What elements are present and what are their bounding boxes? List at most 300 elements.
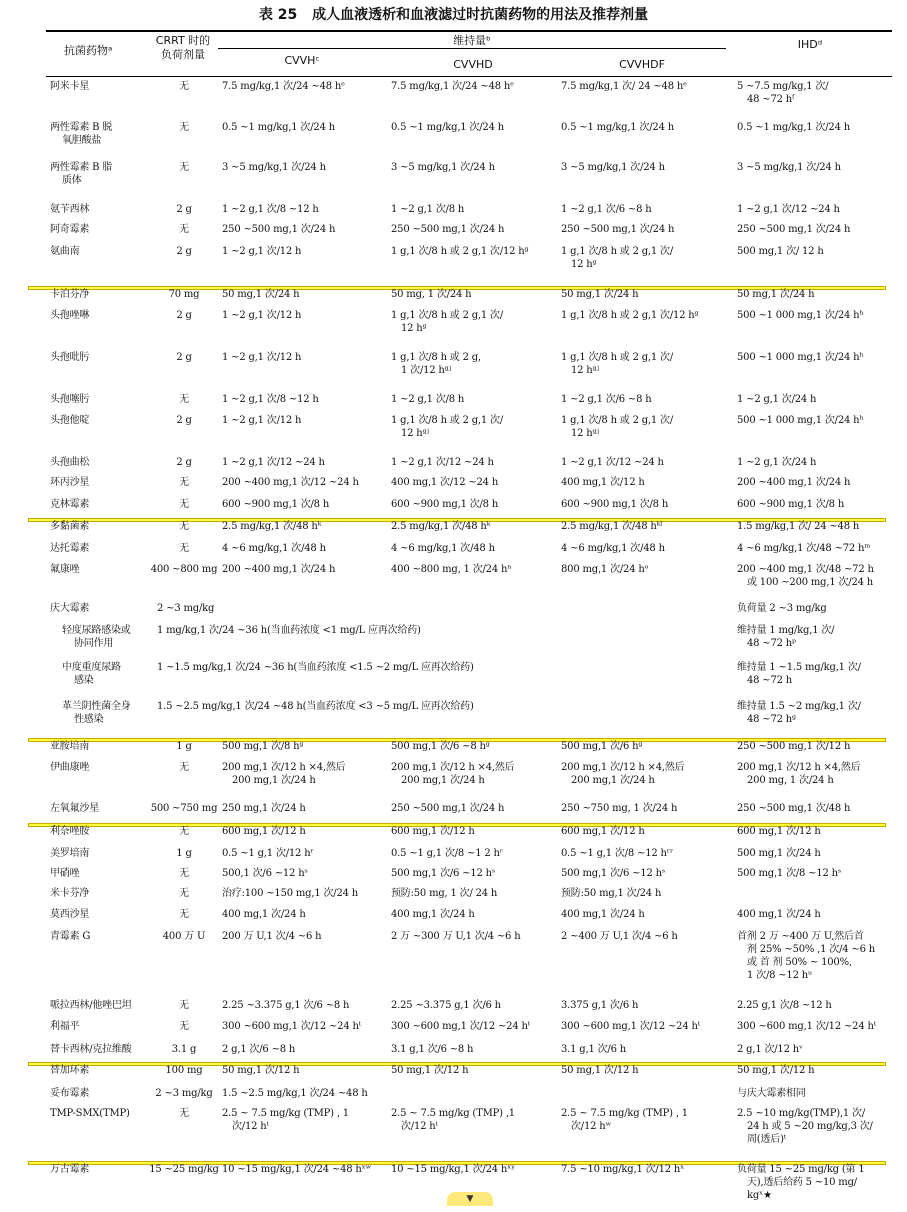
cvvhd-dose-cell-line: 500 mg,1 次/6 ~12 hˢ (391, 868, 496, 879)
cvvhdf-dose-cell (561, 761, 684, 787)
cvvhd-dose-cell-line: 200 mg,1 次/24 h (401, 775, 485, 786)
cvvhd-dose-cell (391, 245, 528, 258)
loading-dose-cell: 1 g (176, 848, 192, 859)
cvvhdf-dose-cell-line: 12 hᵍ (571, 259, 597, 270)
cvvhd-dose-cell-line: 1 g,1 次/8 h 或 2 g,1 次/12 hᵍ (391, 246, 529, 257)
drug-name-cell (50, 203, 89, 216)
cvvhdf-dose-cell-line: 50 mg,1 次/24 h (561, 289, 639, 300)
loading-dose-cell: 无 (179, 543, 189, 554)
maintenance-span-cell-line: 1.5 ~2.5 mg/kg,1 次/24 ~48 h(当血药浓度 <3 ~5 mg/L 应再次给药) (157, 701, 474, 712)
ihd-dose-cell (737, 223, 850, 236)
drug-name-cell-line: 伊曲康唑 (50, 762, 90, 773)
cvvhdf-dose-cell (561, 288, 638, 301)
loading-dose-cell: 1 g (176, 741, 192, 752)
drug-name-cell-line: 阿米卡星 (50, 81, 90, 92)
ihd-dose-cell-line: 0.5 ~1 mg/kg,1 次/24 h (737, 122, 850, 133)
cvvh-dose-cell-line: 4 ~6 mg/kg,1 次/48 h (222, 543, 326, 554)
cvvhd-dose-cell (391, 1020, 530, 1033)
cvvhd-dose-cell-line: 1 次/12 hᵍʲ (401, 365, 451, 376)
cvvhd-dose-cell-line: 1 g,1 次/8 h 或 2 g,1 次/ (391, 415, 504, 426)
header-crrt-load-line1: CRRT 时的 (155, 34, 211, 47)
ihd-dose-cell (737, 847, 821, 860)
drug-name-cell (50, 1087, 89, 1100)
cvvh-dose-cell (222, 121, 335, 134)
cvvh-dose-cell-line: 600 ~900 mg,1 次/8 h (222, 499, 330, 510)
ihd-dose-cell-line: 500 ~1 000 mg,1 次/24 hʰ (737, 352, 864, 363)
maintenance-span-cell-line: 1 ~1.5 mg/kg,1 次/24 ~36 h(当血药浓度 <1.5 ~2 mg/L 应再次给药) (157, 662, 474, 673)
ihd-dose-cell-line: 1.5 mg/kg,1 次/ 24 ~48 h (737, 521, 860, 532)
drug-name-cell-line: 轻度尿路感染或 (62, 625, 131, 636)
loading-dose-cell: 500 ~750 mg (150, 803, 218, 814)
cvvhd-dose-cell (391, 802, 504, 815)
drug-name-cell (50, 887, 89, 900)
ihd-dose-cell-line: 48 ~72 hᵖ (747, 638, 796, 649)
ihd-dose-cell-line: 500 ~1 000 mg,1 次/24 hʰ (737, 415, 864, 426)
loading-dose-cell: 无 (179, 868, 189, 879)
cvvh-dose-cell (222, 825, 306, 838)
loading-dose-cell: 无 (179, 162, 189, 173)
ihd-dose-cell-line: 负荷量 15 ~25 mg/kg (第 1 (737, 1164, 865, 1175)
drug-name-cell (50, 1107, 130, 1120)
ihd-dose-cell-line: 48 ~72 hᶠ (747, 94, 795, 105)
ihd-dose-cell-line: 50 mg,1 次/24 h (737, 289, 815, 300)
drug-name-cell-line: 环丙沙星 (50, 477, 90, 488)
cvvh-dose-cell-line: 2.5 mg/kg,1 次/48 hᵏ (222, 521, 322, 532)
loading-dose-cell: 无 (179, 1021, 189, 1032)
maintenance-span-cell-line: 1 mg/kg,1 次/24 ~36 h(当血药浓度 <1 mg/L 应再次给药) (157, 625, 421, 636)
drug-name-cell (50, 1043, 132, 1056)
ihd-dose-cell-line: 500 mg,1 次/24 h (737, 848, 821, 859)
drug-name-cell-line: 中度重度尿路 (62, 662, 121, 673)
scroll-down-tab[interactable] (447, 1192, 493, 1206)
ihd-dose-cell-line: 1 ~2 g,1 次/12 ~24 h (737, 204, 840, 215)
cvvhd-dose-cell-line: 50 mg, 1 次/24 h (391, 289, 472, 300)
cvvh-dose-cell-line: 2.25 ~3.375 g,1 次/6 ~8 h (222, 1000, 350, 1011)
cvvhd-dose-cell (391, 1064, 468, 1077)
cvvhdf-dose-cell-line: 1 g,1 次/8 h 或 2 g,1 次/12 hᵍ (561, 310, 699, 321)
cvvhd-dose-cell-line: 1 ~2 g,1 次/8 h (391, 204, 465, 215)
ihd-dose-cell-line: 或 100 ~200 mg,1 次/24 h (747, 577, 874, 588)
drug-name-cell-line: 头孢噻肟 (50, 394, 90, 405)
drug-name-cell-line: 莫西沙星 (50, 909, 90, 920)
ihd-dose-cell-line: 500 ~1 000 mg,1 次/24 hʰ (737, 310, 864, 321)
ihd-dose-cell (737, 1163, 865, 1202)
ihd-dose-cell (737, 288, 814, 301)
header-cvvhdf: CVVHDF (619, 58, 665, 71)
loading-dose-cell: 无 (179, 122, 189, 133)
loading-dose-cell: 2 g (176, 352, 192, 363)
drug-name-cell-line: 两性霉素 B 脱 (50, 122, 113, 133)
cvvhdf-dose-cell (561, 802, 677, 815)
drug-name-cell (50, 867, 79, 880)
cvvhdf-dose-cell-line: 1 g,1 次/8 h 或 2 g,1 次/ (561, 415, 674, 426)
cvvhdf-dose-cell-line: 50 mg,1 次/12 h (561, 1065, 639, 1076)
cvvh-dose-cell (222, 161, 326, 174)
cvvhdf-dose-cell (561, 223, 674, 236)
ihd-dose-cell (737, 520, 859, 533)
cvvh-dose-cell (222, 1087, 368, 1100)
maintenance-span-cell (157, 624, 421, 637)
cvvhd-dose-cell (391, 121, 504, 134)
cvvh-dose-cell-line: 1 ~2 g,1 次/12 h (222, 246, 302, 257)
cvvh-dose-cell-line: 200 ~400 mg,1 次/24 h (222, 564, 336, 575)
ihd-dose-cell (737, 414, 864, 427)
drug-name-cell (62, 700, 131, 726)
cvvhdf-dose-cell-line: 250 ~750 mg, 1 次/24 h (561, 803, 678, 814)
ihd-dose-cell (737, 456, 816, 469)
cvvhd-dose-cell (391, 161, 495, 174)
drug-name-cell-line: 达托霉素 (50, 543, 90, 554)
ihd-dose-cell (737, 245, 824, 258)
ihd-dose-cell-line: 24 h 或 5 ~20 mg/kg,3 次/ (747, 1121, 873, 1132)
ihd-dose-cell-line: 维持量 1 mg/kg,1 次/ (737, 625, 835, 636)
cvvh-dose-cell-line: 7.5 mg/kg,1 次/24 ~48 hᵉ (222, 81, 345, 92)
cvvhdf-dose-cell (561, 309, 698, 322)
cvvhd-dose-cell (391, 999, 501, 1012)
loading-dose-cell: 400 万 U (162, 931, 206, 942)
cvvh-dose-cell-line: 1.5 ~2.5 mg/kg,1 次/24 ~48 h (222, 1088, 368, 1099)
drug-name-cell (50, 351, 89, 364)
cvvhd-dose-cell (391, 520, 490, 533)
table-title: 成人血液透析和血液滤过时抗菌药物的用法及推荐剂量 (312, 7, 649, 23)
drug-name-cell-line: 万古霉素 (50, 1164, 90, 1175)
cvvh-dose-cell (222, 476, 359, 489)
cvvh-dose-cell-line: 2.5 ~ 7.5 mg/kg (TMP) , 1 (222, 1108, 349, 1119)
ihd-dose-cell-line: 48 ~72 hᵍ (747, 714, 796, 725)
cvvhdf-dose-cell-line: 3.1 g,1 次/6 h (561, 1044, 626, 1055)
cvvh-dose-cell (222, 908, 306, 921)
cvvhdf-dose-cell (561, 999, 638, 1012)
cvvhd-dose-cell-line: 预防:50 mg, 1 次/ 24 h (391, 888, 498, 899)
loading-dose-cell: 2 g (176, 310, 192, 321)
cvvhdf-dose-cell-line: 1 ~2 g,1 次/6 ~8 h (561, 394, 652, 405)
drug-name-cell-line: 质体 (62, 175, 82, 186)
cvvh-dose-cell (222, 80, 345, 93)
cvvhdf-dose-cell (561, 1163, 684, 1176)
drug-name-cell-line: 左氧氟沙星 (50, 803, 99, 814)
drug-name-cell-line: 米卡芬净 (50, 888, 90, 899)
cvvhdf-dose-cell (561, 161, 665, 174)
cvvhdf-dose-cell-line: 1 g,1 次/8 h 或 2 g,1 次/ (561, 352, 674, 363)
drug-name-cell (50, 542, 89, 555)
ihd-dose-cell (737, 393, 816, 406)
cvvhd-dose-cell (391, 351, 481, 377)
drug-name-cell-line: 性感染 (74, 714, 104, 725)
cvvh-dose-cell (222, 1064, 299, 1077)
ihd-dose-cell-line: 维持量 1.5 ~2 mg/kg,1 次/ (737, 701, 861, 712)
loading-dose-cell: 3.1 g (171, 1044, 197, 1055)
ihd-dose-cell (737, 121, 850, 134)
cvvh-dose-cell-line: 1 ~2 g,1 次/12 h (222, 352, 302, 363)
cvvhdf-dose-cell (561, 847, 673, 860)
cvvhdf-dose-cell (561, 393, 651, 406)
cvvhdf-dose-cell-line: 预防:50 mg,1 次/24 h (561, 888, 662, 899)
ihd-dose-cell (737, 802, 850, 815)
ihd-dose-cell-line: 1 ~2 g,1 次/24 h (737, 457, 817, 468)
cvvh-dose-cell (222, 847, 314, 860)
cvvhdf-dose-cell (561, 203, 651, 216)
cvvhd-dose-cell-line: 1 ~2 g,1 次/12 ~24 h (391, 457, 494, 468)
cvvhd-dose-cell (391, 476, 498, 489)
ihd-dose-cell-line: 与庆大霉素相同 (737, 1088, 806, 1099)
ihd-dose-cell-line: 500 mg,1 次/8 ~12 hˢ (737, 868, 842, 879)
ihd-dose-cell (737, 761, 860, 787)
loading-dose-cell: 无 (179, 762, 189, 773)
drug-name-cell (50, 908, 89, 921)
ihd-dose-cell-line: 200 mg, 1 次/24 h (747, 775, 834, 786)
cvvhd-dose-cell-line: 10 ~15 mg/kg,1 次/24 hˣʸ (391, 1164, 516, 1175)
loading-dose-cell: 无 (179, 394, 189, 405)
drug-name-cell-line: 妥布霉素 (50, 1088, 90, 1099)
cvvh-dose-cell-line: 2 g,1 次/6 ~8 h (222, 1044, 296, 1055)
cvvhdf-dose-cell (561, 121, 674, 134)
drug-name-cell (50, 802, 99, 815)
cvvhd-dose-cell (391, 203, 464, 216)
top-rule (46, 30, 892, 32)
cvvhdf-dose-cell (561, 887, 661, 900)
ihd-dose-cell (737, 563, 874, 589)
cvvhdf-dose-cell-line: 1 ~2 g,1 次/12 ~24 h (561, 457, 664, 468)
cvvhdf-dose-cell (561, 520, 662, 533)
ihd-dose-cell-line: 剂 25% ~50% ,1 次/4 ~6 h (747, 944, 875, 955)
cvvhd-dose-cell (391, 456, 494, 469)
cvvhd-dose-cell (391, 740, 490, 753)
drug-name-cell-line: 氨曲南 (50, 246, 80, 257)
cvvh-dose-cell (222, 740, 303, 753)
cvvhdf-dose-cell-line: 250 ~500 mg,1 次/24 h (561, 224, 675, 235)
loading-dose-cell: 100 mg (165, 1065, 203, 1076)
loading-dose-cell: 2 ~3 mg/kg (155, 1088, 213, 1099)
ihd-dose-cell-line: 200 mg,1 次/12 h ×4,然后 (737, 762, 861, 773)
cvvhd-dose-cell-line: 3 ~5 mg/kg,1 次/24 h (391, 162, 495, 173)
cvvhd-dose-cell-line: 600 ~900 mg,1 次/8 h (391, 499, 499, 510)
cvvh-dose-cell-line: 1 ~2 g,1 次/12 h (222, 310, 302, 321)
cvvh-dose-cell-line: 500,1 次/6 ~12 hˢ (222, 868, 308, 879)
ihd-dose-cell (737, 1087, 806, 1100)
drug-name-cell (50, 456, 89, 469)
ihd-dose-cell (737, 999, 832, 1012)
cvvhd-dose-cell-line: 2.25 ~3.375 g,1 次/6 h (391, 1000, 501, 1011)
cvvhd-dose-cell-line: 12 hᵍ (401, 323, 427, 334)
cvvhdf-dose-cell-line: 2.5 mg/kg,1 次/48 hᵏˡ (561, 521, 663, 532)
ihd-dose-cell (737, 661, 861, 687)
cvvhdf-dose-cell (561, 1043, 626, 1056)
drug-name-cell-line: 头孢唑啉 (50, 310, 90, 321)
cvvh-dose-cell (222, 309, 301, 322)
loading-dose-cell: 无 (179, 499, 189, 510)
cvvh-dose-cell (222, 288, 299, 301)
cvvh-dose-cell-line: 1 ~2 g,1 次/8 ~12 h (222, 204, 319, 215)
cvvhdf-dose-cell-line: 400 mg,1 次/24 h (561, 909, 645, 920)
table-caption (0, 4, 907, 24)
cvvh-dose-cell (222, 999, 349, 1012)
cvvh-dose-cell (222, 498, 329, 511)
cvvh-dose-cell-line: 500 mg,1 次/8 hᵍ (222, 741, 304, 752)
cvvhdf-dose-cell-line: 7.5 ~10 mg/kg,1 次/12 hˣ (561, 1164, 685, 1175)
drug-name-cell (50, 393, 89, 406)
ihd-dose-cell-line: 250 ~500 mg,1 次/48 h (737, 803, 851, 814)
cvvh-dose-cell-line: 600 mg,1 次/12 h (222, 826, 306, 837)
drug-name-cell-line: 甲硝唑 (50, 868, 80, 879)
cvvhdf-dose-cell (561, 1020, 700, 1033)
drug-name-cell (50, 520, 89, 533)
loading-dose-cell: 15 ~25 mg/kg (149, 1164, 219, 1175)
cvvhd-dose-cell-line: 300 ~600 mg,1 次/12 ~24 hᵗ (391, 1021, 530, 1032)
cvvhd-dose-cell-line: 200 mg,1 次/12 h ×4,然后 (391, 762, 515, 773)
ihd-dose-cell-line: 50 mg,1 次/12 h (737, 1065, 815, 1076)
drug-name-cell-line: 革兰阴性菌全身 (62, 701, 131, 712)
cvvhdf-dose-cell-line: 0.5 ~1 mg/kg,1 次/24 h (561, 122, 674, 133)
cvvhd-dose-cell-line: 次/12 hᵗ (401, 1121, 438, 1132)
cvvhdf-dose-cell-line: 4 ~6 mg/kg,1 次/48 h (561, 543, 665, 554)
cvvhdf-dose-cell (561, 456, 664, 469)
cvvh-dose-cell-line: 50 mg,1 次/24 h (222, 289, 300, 300)
cvvhd-dose-cell (391, 825, 475, 838)
cvvhdf-dose-cell-line: 次/12 hʷ (571, 1121, 612, 1132)
cvvh-dose-cell (222, 203, 319, 216)
ihd-dose-cell-line: 2.25 g,1 次/8 ~12 h (737, 1000, 832, 1011)
drug-name-cell (50, 1020, 79, 1033)
cvvh-dose-cell (222, 520, 321, 533)
cvvhdf-dose-cell (561, 825, 645, 838)
cvvhd-dose-cell (391, 1163, 515, 1176)
cvvhdf-dose-cell-line: 600 ~900 mg,1 次/8 h (561, 499, 669, 510)
drug-name-cell-line: 两性霉素 B 脂 (50, 162, 113, 173)
header-rule (46, 76, 892, 77)
ihd-dose-cell (737, 542, 870, 555)
header-cvvhd: CVVHD (453, 58, 493, 71)
loading-dose-cell: 400 ~800 mg (150, 564, 218, 575)
ihd-dose-cell (737, 161, 841, 174)
cvvhd-dose-cell-line: 2.5 mg/kg,1 次/48 hᵏ (391, 521, 491, 532)
cvvhd-dose-cell-line: 50 mg,1 次/12 h (391, 1065, 469, 1076)
loading-dose-cell: 无 (179, 521, 189, 532)
cvvh-dose-cell (222, 351, 301, 364)
ihd-dose-cell-line: 600 mg,1 次/12 h (737, 826, 821, 837)
drug-name-cell (50, 930, 90, 943)
cvvh-dose-cell (222, 761, 345, 787)
cvvhd-dose-cell (391, 1043, 473, 1056)
cvvh-dose-cell (222, 802, 306, 815)
header-drug: 抗菌药物ᵃ (64, 44, 113, 57)
cvvhdf-dose-cell-line: 200 mg,1 次/12 h ×4,然后 (561, 762, 685, 773)
cvvhdf-dose-cell (561, 930, 678, 943)
cvvhdf-dose-cell (561, 563, 648, 576)
cvvhd-dose-cell-line: 2.5 ~ 7.5 mg/kg (TMP) ,1 (391, 1108, 515, 1119)
maintenance-span-cell-line: 2 ~3 mg/kg (157, 603, 215, 614)
ihd-dose-cell-line: 天),透后给药 5 ~10 mg/ (747, 1177, 857, 1188)
maintenance-subrule (218, 48, 726, 49)
drug-name-cell-line: 头孢曲松 (50, 457, 90, 468)
ihd-dose-cell-line: 500 mg,1 次/ 12 h (737, 246, 824, 257)
ihd-dose-cell (737, 309, 864, 322)
drug-name-cell-line: 氨苄西林 (50, 204, 90, 215)
cvvh-dose-cell (222, 393, 319, 406)
ihd-dose-cell (737, 1043, 803, 1056)
cvvhd-dose-cell (391, 498, 498, 511)
drug-name-cell (50, 245, 79, 258)
cvvhdf-dose-cell (561, 414, 673, 440)
header-crrt-load (148, 34, 218, 62)
loading-dose-cell: 70 mg (168, 289, 200, 300)
drug-name-cell (50, 1163, 89, 1176)
cvvhdf-dose-cell-line: 3 ~5 mg/kg,1 次/24 h (561, 162, 665, 173)
drug-name-cell-line: 氧胆酸盐 (62, 135, 102, 146)
ihd-dose-cell (737, 624, 834, 650)
drug-name-cell (50, 563, 79, 576)
chevron-down-icon: ▼ (466, 1194, 474, 1204)
drug-name-cell-line: 感染 (74, 675, 94, 686)
drug-name-cell (50, 825, 89, 838)
drug-name-cell (62, 661, 121, 687)
drug-name-cell-line: 协同作用 (74, 638, 114, 649)
cvvh-dose-cell-line: 400 mg,1 次/24 h (222, 909, 306, 920)
ihd-dose-cell (737, 602, 827, 615)
cvvhdf-dose-cell (561, 867, 665, 880)
maintenance-span-cell (157, 602, 214, 615)
loading-dose-cell: 无 (179, 909, 189, 920)
cvvhd-dose-cell-line: 12 hᵍʲ (401, 428, 429, 439)
ihd-dose-cell (737, 740, 850, 753)
cvvhd-dose-cell-line: 400 mg,1 次/12 ~24 h (391, 477, 499, 488)
drug-name-cell (50, 1064, 89, 1077)
loading-dose-cell: 无 (179, 1108, 189, 1119)
cvvhd-dose-cell-line: 500 mg,1 次/6 ~8 hᵍ (391, 741, 490, 752)
cvvh-dose-cell-line: 3 ~5 mg/kg,1 次/24 h (222, 162, 326, 173)
cvvh-dose-cell-line: 200 ~400 mg,1 次/12 ~24 h (222, 477, 359, 488)
cvvh-dose-cell (222, 563, 335, 576)
drug-name-cell-line: 阿奇霉素 (50, 224, 90, 235)
cvvhdf-dose-cell (561, 498, 668, 511)
cvvhdf-dose-cell-line: 400 mg,1 次/12 h (561, 477, 645, 488)
maintenance-span-cell (157, 700, 474, 713)
ihd-dose-cell-line: 250 ~500 mg,1 次/24 h (737, 224, 851, 235)
drug-name-cell (50, 476, 89, 489)
ihd-dose-cell (737, 1107, 873, 1146)
cvvh-dose-cell (222, 1163, 371, 1176)
loading-dose-cell: 2 g (176, 246, 192, 257)
ihd-dose-cell-line: 300 ~600 mg,1 次/12 ~24 hᵗ (737, 1021, 876, 1032)
cvvhd-dose-cell (391, 542, 495, 555)
ihd-dose-cell-line: 48 ~72 h (747, 675, 793, 686)
ihd-dose-cell-line: 1 ~2 g,1 次/24 h (737, 394, 817, 405)
table-number: 表 25 (258, 7, 298, 23)
cvvhd-dose-cell (391, 930, 520, 943)
cvvhd-dose-cell-line: 0.5 ~1 g,1 次/8 ~1 2 hʳ (391, 848, 504, 859)
cvvhdf-dose-cell (561, 80, 687, 93)
drug-name-cell (50, 602, 89, 615)
cvvh-dose-cell (222, 930, 321, 943)
cvvhdf-dose-cell-line: 3.375 g,1 次/6 h (561, 1000, 639, 1011)
cvvh-dose-cell-line: 1 ~2 g,1 次/12 h (222, 415, 302, 426)
cvvhdf-dose-cell (561, 542, 665, 555)
cvvhd-dose-cell-line: 400 mg,1 次/24 h (391, 909, 475, 920)
ihd-dose-cell (737, 203, 840, 216)
cvvh-dose-cell (222, 1043, 295, 1056)
cvvhdf-dose-cell (561, 1107, 688, 1133)
cvvh-dose-cell-line: 1 ~2 g,1 次/8 ~12 h (222, 394, 319, 405)
ihd-dose-cell (737, 1020, 876, 1033)
cvvhd-dose-cell (391, 563, 511, 576)
cvvhdf-dose-cell-line: 200 mg,1 次/24 h (571, 775, 655, 786)
cvvhdf-dose-cell (561, 476, 645, 489)
ihd-dose-cell-line: 3 ~5 mg/kg,1 次/24 h (737, 162, 841, 173)
cvvh-dose-cell (222, 867, 308, 880)
cvvhd-dose-cell-line: 600 mg,1 次/12 h (391, 826, 475, 837)
drug-name-cell-line: 替加环素 (50, 1065, 90, 1076)
drug-name-cell (50, 121, 112, 147)
cvvhd-dose-cell (391, 887, 497, 900)
